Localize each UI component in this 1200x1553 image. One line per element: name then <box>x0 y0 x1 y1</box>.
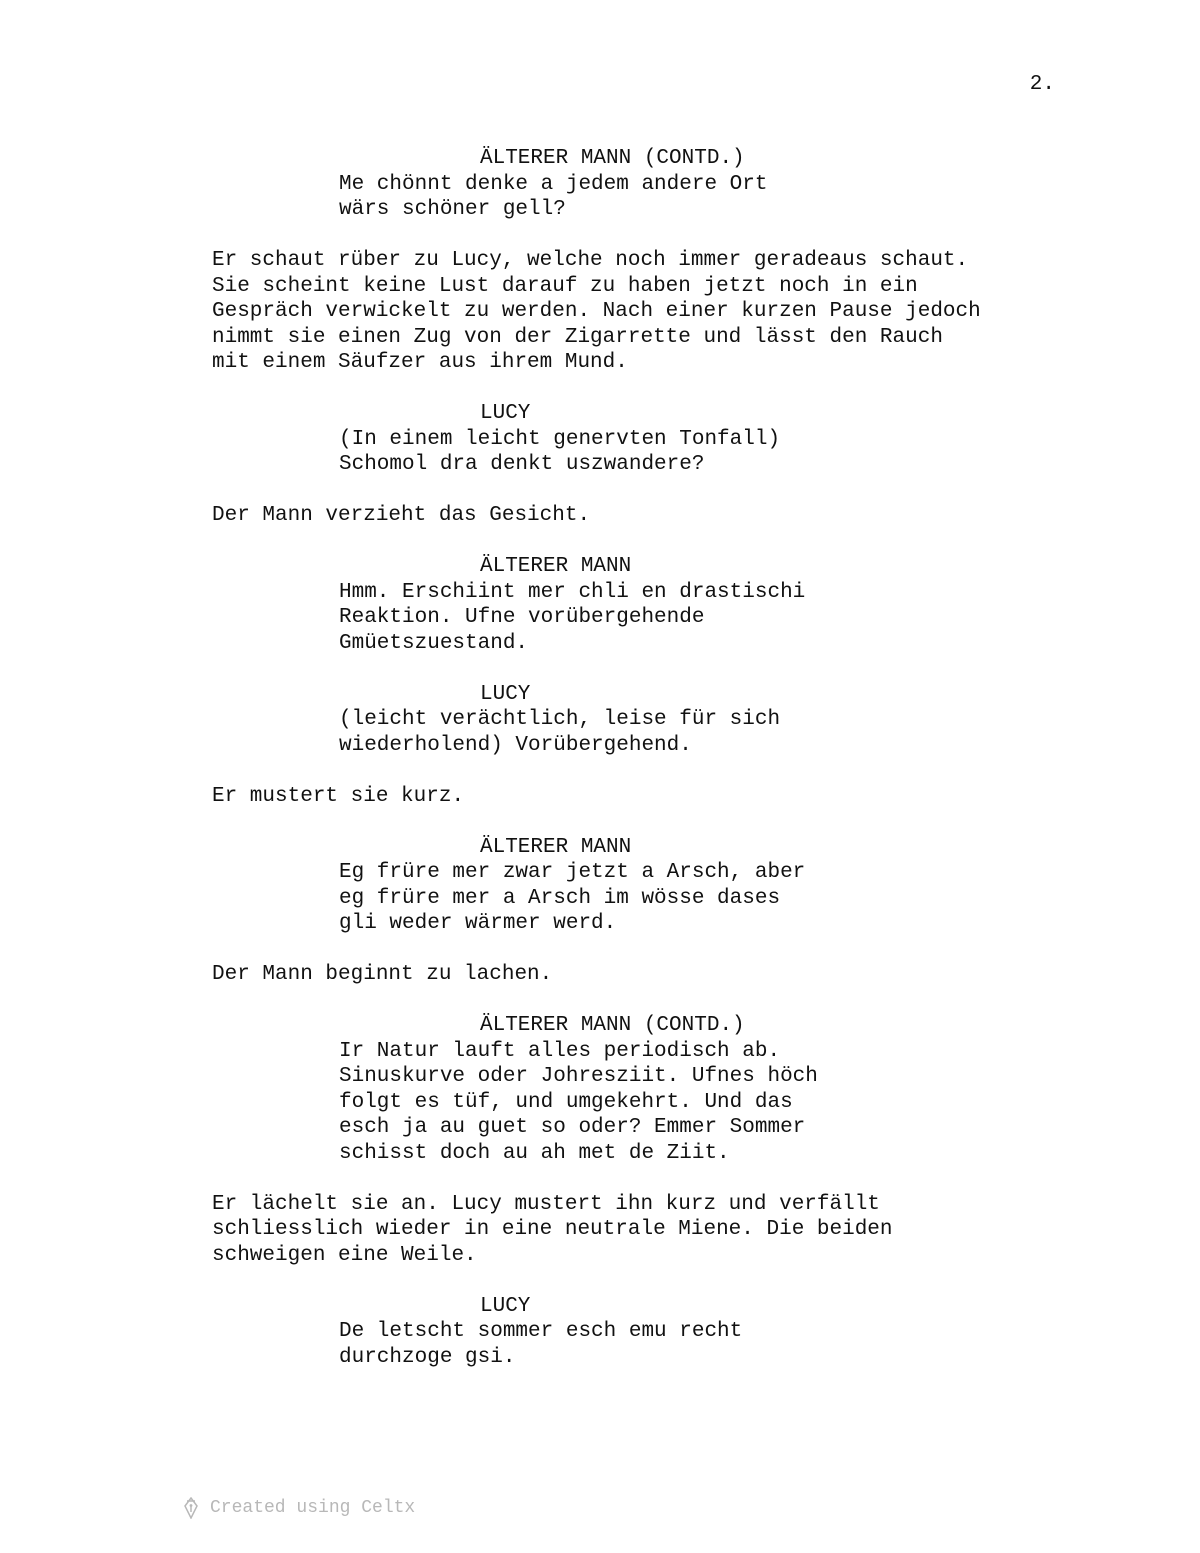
page-number: 2. <box>1029 73 1055 96</box>
spacer <box>212 988 1092 1014</box>
dialogue: (In einem leicht genervten Tonfall) Schomol dra denkt uszwandere? <box>339 427 781 476</box>
action-line: Der Mann beginnt zu lachen. <box>212 963 553 986</box>
screenplay-body <box>212 146 1092 1370</box>
action-line: Er mustert sie kurz. <box>212 784 465 808</box>
dialogue: De letscht sommer esch emu recht durchzoge gsi. <box>339 1320 743 1369</box>
action-line: Er lächelt sie an. Lucy mustert ihn kurz und verfällt schliesslich wieder in eine neutrale Miene. Die beiden schweigen eine Weile. <box>212 1192 893 1267</box>
spacer <box>212 478 1092 504</box>
spacer <box>212 1268 1092 1294</box>
character-name: LUCY <box>480 1294 531 1318</box>
spacer <box>212 656 1092 682</box>
dialogue: Hmm. Erschiint mer chli en drastischi Reaktion. Ufne vorübergehende Gmüetszuestand. <box>339 580 806 655</box>
spacer <box>212 758 1092 784</box>
dialogue: Ir Natur lauft alles periodisch ab. Sinuskurve oder Johresziit. Ufnes höch folgt es tüf, und umgekehrt. Und das esch ja au guet so oder? Emmer Sommer schisst doch au ah met de Ziit. <box>339 1039 818 1165</box>
footer-watermark <box>182 1497 415 1519</box>
character-name: ÄLTERER MANN (CONTD.) <box>480 1014 745 1037</box>
character-name: ÄLTERER MANN (CONTD.) <box>480 147 745 170</box>
dialogue: Me chönnt denke a jedem andere Ort wärs schöner gell? <box>339 172 768 221</box>
dialogue: Eg früre mer zwar jetzt a Arsch, aber eg früre mer a Arsch im wösse dases gli weder wärmer werd. <box>339 861 806 935</box>
action-line: Der Mann verzieht das Gesicht. <box>212 504 591 527</box>
spacer <box>212 937 1092 963</box>
character-name: ÄLTERER MANN <box>480 555 632 578</box>
spacer <box>212 529 1092 555</box>
footer-text: Created using Celtx <box>210 1498 416 1518</box>
pen-nib-icon <box>182 1497 200 1519</box>
character-name: LUCY <box>480 682 531 706</box>
dialogue: (leicht verächtlich, leise für sich wiederholend) Vorübergehend. <box>339 708 781 757</box>
action-line: Er schaut rüber zu Lucy, welche noch immer geradeaus schaut. Sie scheint keine Lust darauf zu haben jetzt noch in ein Gespräch verwickelt zu werden. Nach einer kurzen Pause jedoch nimmt sie einen Zug von der Zigarrette und lässt den Rauch mit einem Säufzer aus ihrem Mund. <box>212 249 981 374</box>
spacer <box>212 1166 1092 1192</box>
character-name: ÄLTERER MANN <box>480 835 632 859</box>
spacer <box>212 376 1092 402</box>
spacer <box>212 809 1092 835</box>
spacer <box>212 223 1092 249</box>
character-name: LUCY <box>480 402 531 425</box>
